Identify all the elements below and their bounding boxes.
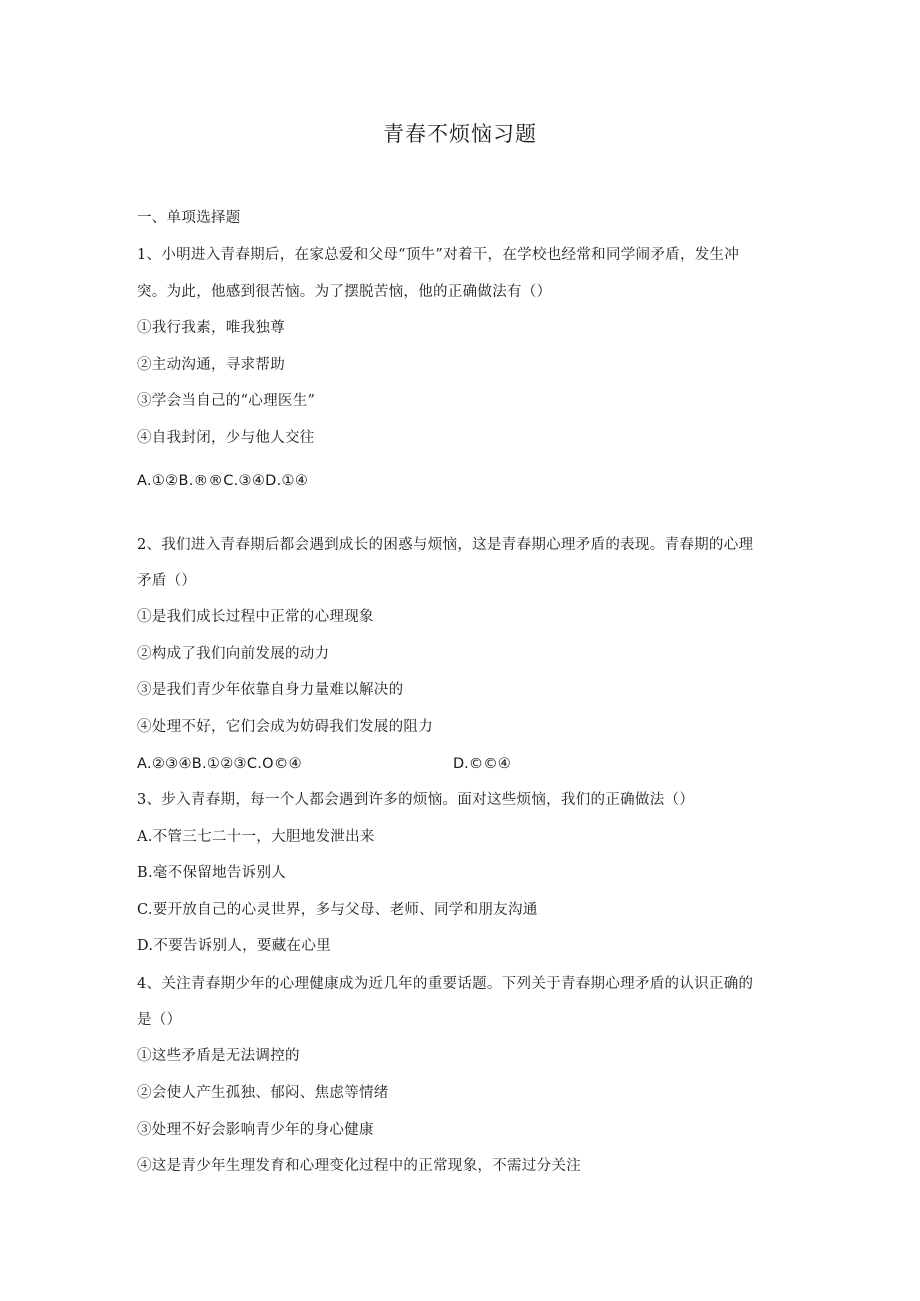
q2-item-4: ④处理不好，它们会成为妨碍我们发展的阻力 [137, 719, 433, 735]
q1-item-1: ①我行我素，唯我独尊 [137, 320, 285, 336]
q3-option-c: C.要开放自己的心灵世界，多与父母、老师、同学和朋友沟通 [137, 902, 538, 918]
q2-item-3: ③是我们青少年依靠自身力量难以解决的 [137, 682, 404, 698]
q1-stem-line-1: 1、小明进入青春期后，在家总爱和父母“顶牛”对着干，在学校也经常和同学闹矛盾，发生冲 [137, 247, 740, 263]
document-title: 青春不烦恼习题 [383, 122, 537, 146]
q2-item-1: ①是我们成长过程中正常的心理现象 [137, 609, 374, 625]
q2-item-2: ②构成了我们向前发展的动力 [137, 646, 330, 662]
q4-stem-line-1: 4、关注青春期少年的心理健康成为近几年的重要话题。下列关于青春期心理矛盾的认识正确的 [137, 976, 754, 992]
q3-stem: 3、步入青春期，每一个人都会遇到许多的烦恼。面对这些烦恼，我们的正确做法（） [137, 792, 695, 808]
q1-stem-line-2: 突。为此，他感到很苦恼。为了摆脱苦恼，他的正确做法有（） [137, 284, 552, 300]
q3-option-d: D.不要告诉别人，要藏在心里 [137, 938, 331, 954]
q4-item-3: ③处理不好会影响青少年的身心健康 [137, 1122, 374, 1138]
q4-item-4: ④这是青少年生理发育和心理变化过程中的正常现象，不需过分关注 [137, 1158, 581, 1174]
q2-option-d: D.©©④ [453, 756, 511, 772]
q1-item-2: ②主动沟通，寻求帮助 [137, 357, 285, 373]
section-heading: 一、单项选择题 [137, 210, 241, 226]
q1-options: A.①②B.®®C.③④D.①④ [137, 473, 309, 489]
q1-item-4: ④自我封闭，少与他人交往 [137, 430, 315, 446]
q2-options-abc: A.②③④B.①②③C.O©④ [137, 756, 302, 772]
q4-item-1: ①这些矛盾是无法调控的 [137, 1048, 300, 1064]
q3-option-b: B.毫不保留地告诉别人 [137, 865, 287, 881]
q2-stem-line-2: 矛盾（） [137, 573, 197, 589]
q4-stem-line-2: 是（） [137, 1012, 182, 1028]
q2-stem-line-1: 2、我们进入青春期后都会遇到成长的困惑与烦恼，这是青春期心理矛盾的表现。青春期的心理 [137, 537, 754, 553]
q3-option-a: A.不管三七二十一，大胆地发泄出来 [137, 829, 375, 845]
q1-item-3: ③学会当自己的“心理医生” [137, 393, 316, 409]
q4-item-2: ②会使人产生孤独、郁闷、焦虑等情绪 [137, 1085, 389, 1101]
